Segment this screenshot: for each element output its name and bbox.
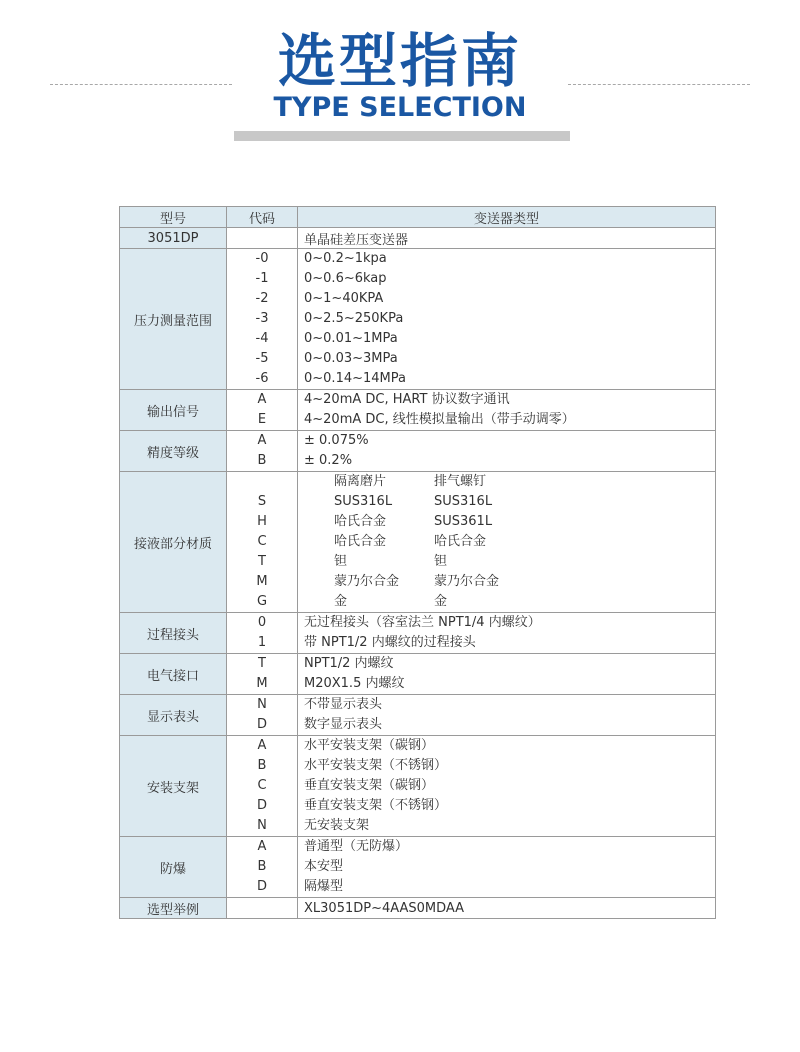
category-label: 显示表头 — [120, 695, 227, 736]
code-value: C — [257, 534, 267, 549]
category-label: 输出信号 — [120, 390, 227, 431]
desc-value: 0~0.01~1MPa — [304, 331, 398, 346]
vent-screw-material: 金 — [434, 594, 448, 609]
desc-value: 普通型（无防爆） — [304, 839, 409, 854]
desc-value: 隔爆型 — [304, 879, 344, 894]
category-label: 过程接头 — [120, 613, 227, 654]
table-row-mounting-bracket — [120, 736, 716, 837]
code-cell — [227, 249, 298, 390]
code-value: A — [257, 839, 267, 854]
code-value: H — [257, 514, 267, 529]
table-row-pressure-range — [120, 249, 716, 390]
code-value: 1 — [257, 635, 267, 650]
code-cell — [227, 695, 298, 736]
desc-value: 4~20mA DC, HART 协议数字通讯 — [304, 392, 510, 407]
code-cell — [227, 431, 298, 472]
category-label: 压力测量范围 — [120, 249, 227, 390]
code-value: M — [256, 574, 268, 589]
diaphragm-material: 隔离磨片 — [334, 474, 387, 489]
desc-value: 垂直安装支架（不锈钢） — [304, 798, 448, 813]
diaphragm-material: 金 — [334, 594, 348, 609]
material-row — [304, 512, 715, 532]
diaphragm-material: SUS316L — [334, 494, 393, 509]
example-code — [227, 898, 298, 919]
code-value: -6 — [255, 371, 269, 386]
desc-value: NPT1/2 内螺纹 — [304, 656, 394, 671]
code-value: M — [256, 676, 268, 691]
diaphragm-material: 蒙乃尔合金 — [334, 574, 400, 589]
code-value: A — [257, 392, 267, 407]
code-value: T — [258, 656, 266, 671]
code-value: 0 — [257, 615, 267, 630]
desc-value: ± 0.075% — [304, 433, 369, 448]
code-value: B — [257, 453, 267, 468]
desc-value: M20X1.5 内螺纹 — [304, 676, 405, 691]
code-cell — [227, 654, 298, 695]
table-row-display — [120, 695, 716, 736]
desc-cell — [298, 736, 716, 837]
code-value: D — [256, 717, 267, 732]
table-row-wetted-material — [120, 472, 716, 613]
desc-value: 无安装支架 — [304, 818, 370, 833]
diaphragm-material: 钽 — [334, 554, 348, 569]
code-value: -4 — [255, 331, 269, 346]
table-row-process-connection — [120, 613, 716, 654]
material-row — [304, 592, 715, 612]
table-header-row — [120, 207, 716, 228]
header-model: 型号 — [120, 207, 227, 228]
title-underline-bar — [234, 131, 570, 141]
desc-cell — [298, 472, 716, 613]
desc-cell — [298, 613, 716, 654]
code-value: -1 — [255, 271, 269, 286]
desc-value: 无过程接头（容室法兰 NPT1/4 内螺纹） — [304, 615, 541, 630]
code-cell — [227, 472, 298, 613]
vent-screw-material: SUS316L — [434, 494, 493, 509]
material-row — [304, 532, 715, 552]
code-value: G — [256, 594, 268, 609]
desc-value: 0~0.03~3MPa — [304, 351, 398, 366]
page-header — [0, 0, 800, 150]
diaphragm-material: 哈氏合金 — [334, 514, 387, 529]
diaphragm-material: 哈氏合金 — [334, 534, 387, 549]
code-value: -5 — [255, 351, 269, 366]
desc-cell — [298, 654, 716, 695]
code-value: B — [257, 859, 267, 874]
page-title: 选型指南 — [277, 27, 522, 95]
desc-cell — [298, 390, 716, 431]
code-value: N — [257, 697, 267, 712]
model-desc: 单晶硅差压变送器 — [298, 228, 716, 249]
example-model-number: XL3051DP~4AAS0MDAA — [298, 898, 716, 919]
code-value: E — [257, 412, 267, 427]
code-value — [227, 472, 297, 492]
code-cell — [227, 736, 298, 837]
vent-screw-material: 哈氏合金 — [434, 534, 487, 549]
type-selection-table — [119, 206, 716, 919]
desc-value: 0~1~40KPA — [304, 291, 384, 306]
header-code: 代码 — [227, 207, 298, 228]
desc-value: 0~0.2~1kpa — [304, 251, 387, 266]
desc-value: 0~0.6~6kap — [304, 271, 387, 286]
table-row-selection-example — [120, 898, 716, 919]
code-cell — [227, 613, 298, 654]
code-value: D — [256, 879, 267, 894]
table-row-model — [120, 228, 716, 249]
table-row-explosion-proof — [120, 837, 716, 898]
desc-value: 0~0.14~14MPa — [304, 371, 406, 386]
vent-screw-material: 蒙乃尔合金 — [434, 574, 500, 589]
desc-value: 4~20mA DC, 线性模拟量输出（带手动调零） — [304, 412, 575, 427]
code-value: B — [257, 758, 267, 773]
code-value: D — [256, 798, 267, 813]
code-value: -2 — [255, 291, 269, 306]
code-value: -0 — [255, 251, 269, 266]
vent-screw-material: SUS361L — [434, 514, 493, 529]
desc-value: 水平安装支架（碳钢） — [304, 738, 435, 753]
desc-value: ± 0.2% — [304, 453, 353, 468]
category-label: 防爆 — [120, 837, 227, 898]
code-value: A — [257, 738, 267, 753]
desc-value: 数字显示表头 — [304, 717, 383, 732]
code-value: N — [257, 818, 267, 833]
code-value: A — [257, 433, 267, 448]
model-code — [227, 228, 298, 249]
category-label: 精度等级 — [120, 431, 227, 472]
header-type: 变送器类型 — [298, 207, 716, 228]
desc-value: 带 NPT1/2 内螺纹的过程接头 — [304, 635, 476, 650]
material-row — [304, 472, 715, 492]
category-label: 选型举例 — [120, 898, 227, 919]
vent-screw-material: 钽 — [434, 554, 448, 569]
table-row-accuracy — [120, 431, 716, 472]
code-cell — [227, 390, 298, 431]
material-row — [304, 552, 715, 572]
desc-value: 水平安装支架（不锈钢） — [304, 758, 448, 773]
model-name: 3051DP — [120, 228, 227, 249]
desc-cell — [298, 837, 716, 898]
category-label: 安装支架 — [120, 736, 227, 837]
desc-value: 0~2.5~250KPa — [304, 311, 404, 326]
material-row — [304, 572, 715, 592]
table-row-electrical-connection — [120, 654, 716, 695]
page-subtitle: TYPE SELECTION — [273, 92, 527, 123]
code-value: -3 — [255, 311, 269, 326]
category-label: 接液部分材质 — [120, 472, 227, 613]
code-value: S — [257, 494, 267, 509]
material-row — [304, 492, 715, 512]
desc-cell — [298, 695, 716, 736]
code-value: C — [257, 778, 267, 793]
desc-value: 不带显示表头 — [304, 697, 383, 712]
table-row-output-signal — [120, 390, 716, 431]
vent-screw-material: 排气螺钉 — [434, 474, 487, 489]
category-label: 电气接口 — [120, 654, 227, 695]
desc-value: 本安型 — [304, 859, 344, 874]
desc-cell — [298, 431, 716, 472]
code-value: T — [258, 554, 266, 569]
desc-cell — [298, 249, 716, 390]
desc-value: 垂直安装支架（碳钢） — [304, 778, 435, 793]
code-cell — [227, 837, 298, 898]
